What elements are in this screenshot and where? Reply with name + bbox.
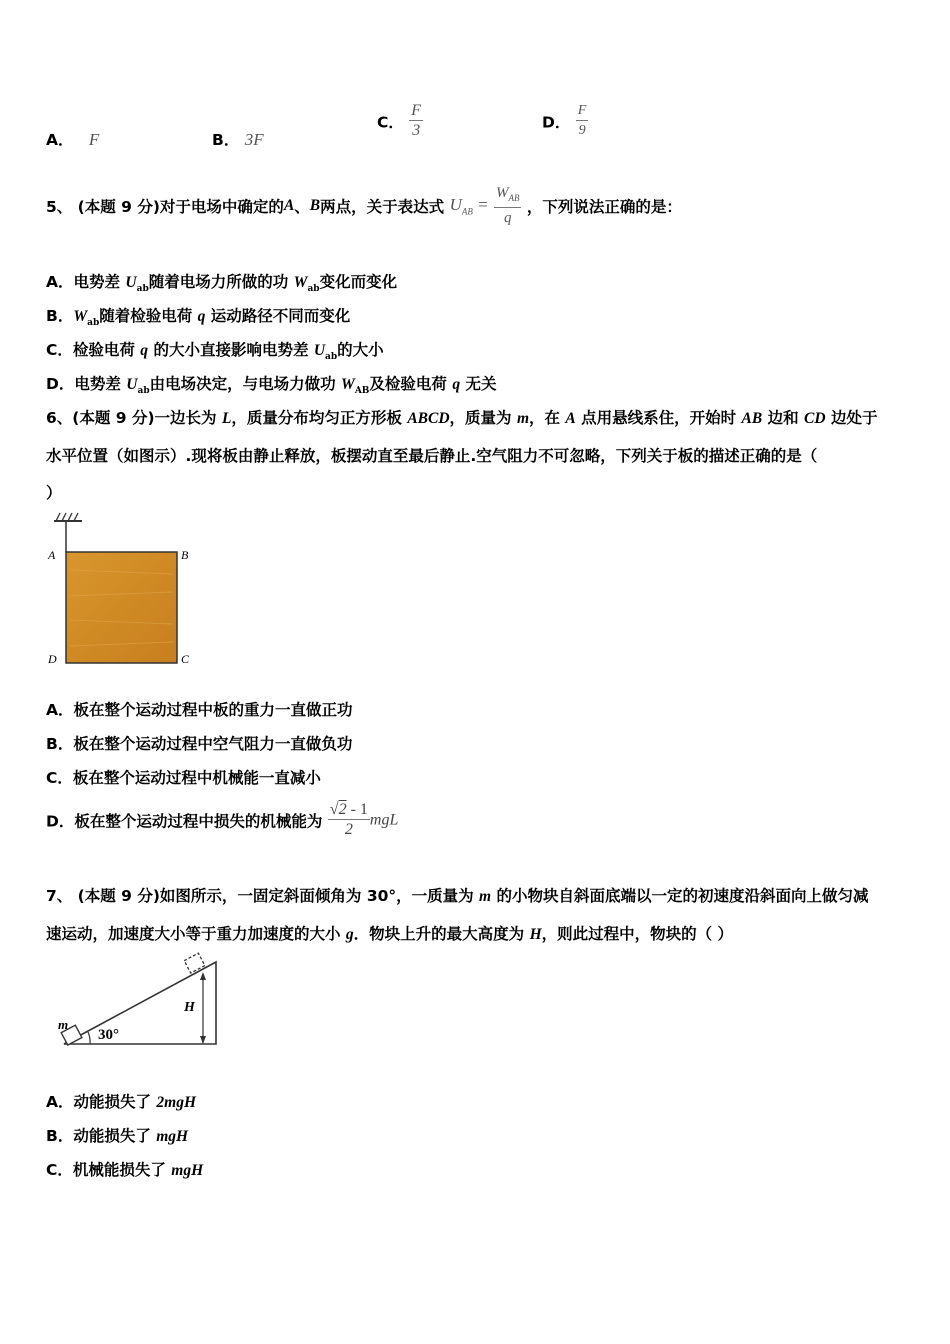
label-c: C — [181, 652, 190, 666]
q6-option-d — [46, 801, 398, 840]
option-var: W — [73, 308, 88, 325]
fraction-numerator: F — [576, 102, 589, 121]
var-m: m — [479, 888, 492, 905]
option-var: W — [341, 376, 355, 393]
option-value: 3F — [244, 130, 264, 149]
q7-option-a — [46, 1090, 196, 1112]
fraction-numerator: F — [411, 102, 422, 119]
stem-text: 两点，关于表达式 — [320, 198, 445, 216]
q4-option-c — [377, 102, 423, 141]
sqrt-radicand: 2 — [338, 801, 347, 818]
option-label: C． — [377, 113, 404, 132]
q6-stem-line1 — [46, 406, 877, 428]
formula-sub: AB — [508, 193, 520, 203]
label-m: m — [58, 1017, 69, 1032]
stem-text: ，质量为 — [449, 409, 517, 427]
option-sub: AB — [354, 386, 370, 397]
option-sub: ab — [136, 284, 149, 295]
q6-stem-line3: ） — [46, 484, 62, 502]
stem-text: ，在 — [529, 409, 566, 427]
label-a: A — [48, 548, 56, 562]
option-label: D． — [46, 375, 75, 393]
option-expr: 2mgH — [156, 1094, 197, 1111]
label-h: H — [184, 1000, 195, 1015]
option-value: F — [88, 130, 100, 149]
option-label: A． — [46, 1093, 74, 1111]
fraction-denominator: 9 — [578, 123, 586, 138]
option-text: 随着电场力所做的功 — [148, 273, 294, 291]
option-text: 及检验电荷 — [369, 375, 453, 393]
stem-text: 的小物块自斜面底端以一定的初速度沿斜面向上做匀减 — [491, 887, 869, 905]
option-text: 由电场决定，与电场力做功 — [149, 375, 342, 393]
option-label: B． — [46, 307, 74, 325]
option-var: U — [313, 342, 326, 359]
option-text: 电势差 — [73, 273, 126, 291]
option-label: B． — [46, 735, 74, 753]
option-label: C． — [46, 341, 73, 359]
var-ab: AB — [741, 410, 763, 427]
q4-option-b — [212, 128, 264, 150]
option-text: 随着检验电荷 — [99, 307, 198, 325]
option-label: B． — [46, 1127, 74, 1145]
formula-fraction — [494, 184, 522, 228]
var-h: H — [529, 926, 542, 943]
q5-option-c — [46, 338, 384, 362]
stem-text: 点用悬线系住，开始时 — [575, 409, 742, 427]
option-text: 板在整个运动过程中损失的机械能为 — [74, 812, 323, 831]
option-label: B． — [212, 131, 240, 149]
option-sub: ab — [325, 352, 338, 363]
formula-uab — [449, 195, 489, 217]
q6-option-b — [46, 732, 352, 754]
q5-option-b — [46, 304, 350, 328]
fraction-denominator: 3 — [412, 122, 421, 139]
point-b: B — [309, 197, 321, 214]
stem-text: 边和 — [762, 409, 805, 427]
var-a: A — [565, 410, 576, 427]
option-text: 无关 — [460, 375, 497, 393]
option-var: q — [197, 308, 206, 325]
stem-text: 边处于 — [825, 409, 878, 427]
label-b: B — [181, 548, 189, 562]
point-a: A — [283, 197, 295, 214]
option-expr: mgH — [171, 1162, 204, 1179]
option-label: C． — [46, 1161, 73, 1179]
q7-stem-line2 — [46, 922, 733, 944]
option-label: A． — [46, 273, 74, 291]
formula-sub: AB — [461, 206, 473, 217]
formula-mgl: mgL — [369, 811, 399, 829]
stem-text: ，下列说法正确的是： — [526, 198, 682, 216]
q5-option-a — [46, 270, 397, 294]
option-expr: mgH — [156, 1128, 189, 1145]
stem-text: 5、 (本题 9 分)对于电场中确定的 — [46, 198, 284, 216]
option-sub: ab — [307, 284, 320, 295]
q6-plate-figure — [40, 508, 210, 678]
option-text: 运动路径不同而变化 — [205, 307, 351, 325]
angle-arc — [88, 1032, 90, 1044]
energy-fraction: $\frac{√2 - 1}{2}$ — [329, 801, 368, 838]
numerator-rest: - 1 — [346, 801, 368, 818]
stem-text: ．物块上升的最大高度为 — [353, 925, 530, 943]
var-m: m — [516, 410, 529, 427]
option-text: 动能损失了 — [73, 1093, 157, 1111]
var-l: L — [221, 410, 232, 427]
arrow-up — [200, 972, 206, 980]
fraction — [576, 102, 589, 141]
option-var: q — [140, 342, 149, 359]
option-label: D． — [46, 812, 75, 831]
option-text: 电势差 — [74, 375, 127, 393]
q5-option-d — [46, 372, 496, 396]
stem-text: ，则此过程中，物块的（ ） — [541, 925, 734, 943]
q7-stem-line1 — [46, 884, 869, 906]
option-label: A． — [46, 701, 74, 719]
option-var: q — [452, 376, 461, 393]
var-cd: CD — [804, 410, 826, 427]
ceiling-hatch — [54, 513, 82, 521]
var-abcd: ABCD — [407, 410, 450, 427]
option-label: A． — [46, 131, 74, 149]
label-angle: 30° — [98, 1027, 119, 1043]
q4-option-d — [542, 102, 588, 141]
separator: 、 — [294, 198, 310, 216]
label-d: D — [48, 652, 57, 666]
option-label: C． — [46, 769, 73, 787]
option-var: U — [125, 274, 137, 291]
q6-stem-line2: 水平位置（如图示）.现将板由静止释放，板摆动直至最后静止.空气阻力不可忽略，下列关于板的描述正确的是（ — [46, 447, 818, 465]
q4-option-a — [46, 128, 99, 150]
formula-equals: = — [477, 195, 489, 215]
option-text: 动能损失了 — [73, 1127, 157, 1145]
q7-option-c — [46, 1158, 203, 1180]
option-var: W — [293, 274, 308, 291]
q7-incline-figure — [50, 952, 225, 1052]
option-text: 的大小直接影响电势差 — [148, 341, 314, 359]
option-var: U — [126, 376, 138, 393]
fraction — [409, 102, 423, 141]
option-text: 板在整个运动过程中板的重力一直做正功 — [73, 701, 353, 719]
option-sub: ab — [87, 318, 100, 329]
var-g: g — [345, 926, 354, 943]
square-plate — [66, 552, 177, 663]
fraction-denominator: 2 — [344, 821, 353, 838]
q6-option-c — [46, 766, 321, 788]
option-label: D． — [542, 113, 571, 132]
stem-text: ，质量分布均匀正方形板 — [231, 409, 408, 427]
arrow-down — [200, 1036, 206, 1044]
stem-text: 7、 (本题 9 分)如图所示，一固定斜面倾角为 30°，一质量为 — [46, 887, 480, 905]
option-text: 板在整个运动过程中机械能一直减小 — [72, 769, 321, 787]
stem-text: 速运动，加速度大小等于重力加速度的大小 — [46, 925, 346, 943]
formula-u: U — [449, 195, 462, 215]
stem-text: 6、(本题 9 分)一边长为 — [46, 409, 222, 427]
option-text: 的大小 — [337, 341, 384, 359]
option-text: 机械能损失了 — [72, 1161, 172, 1179]
formula-w: W — [495, 185, 509, 201]
formula-q: q — [503, 210, 512, 226]
option-text: 检验电荷 — [72, 341, 141, 359]
option-sub: ab — [137, 386, 150, 397]
q7-option-b — [46, 1124, 188, 1146]
option-text: 变化而变化 — [319, 273, 398, 291]
option-text: 板在整个运动过程中空气阻力一直做负功 — [73, 735, 353, 753]
q5-stem — [46, 184, 682, 228]
q6-option-a — [46, 698, 353, 720]
